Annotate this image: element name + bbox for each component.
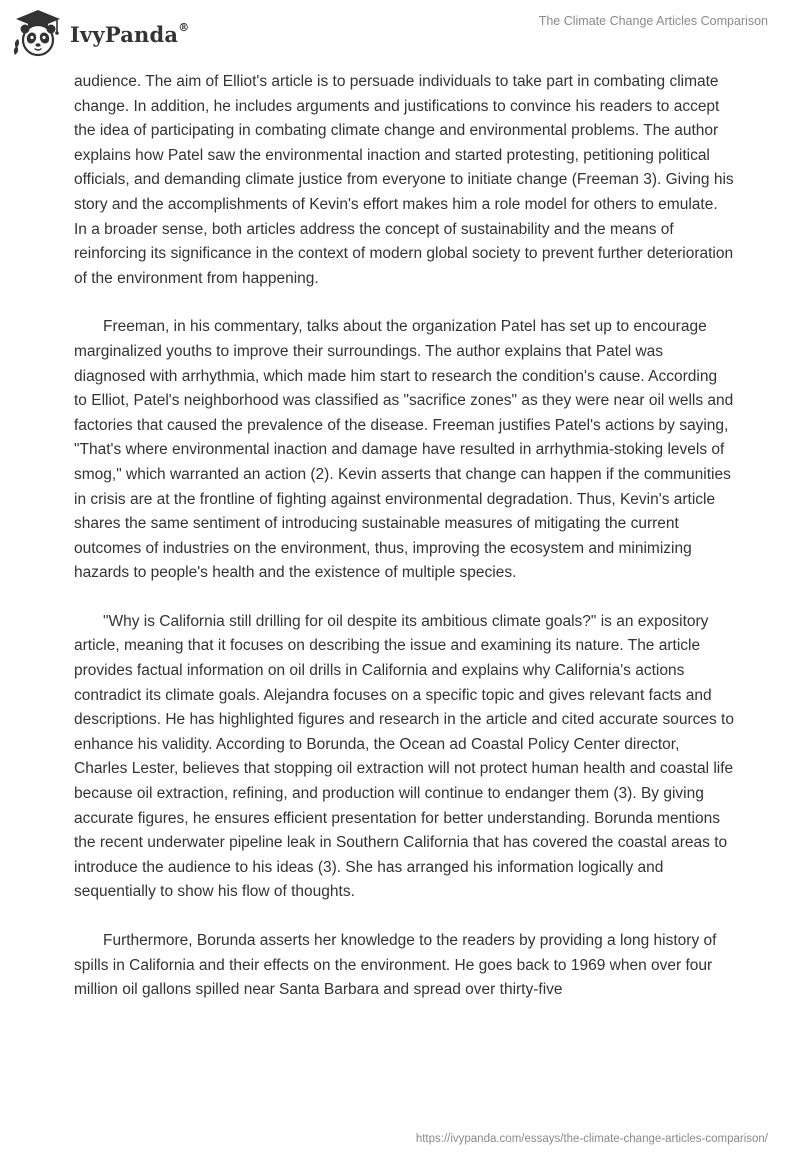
source-url[interactable]: https://ivypanda.com/essays/the-climate-change-articles-comparison/ (415, 1133, 768, 1145)
paragraph: Furthermore, Borunda asserts her knowledge to the readers by providing a long history of spills in California and their effects on the environment. He goes back to 1969 when over four million oil gallons spilled near Santa Barbara and spread over thirty-five (74, 932, 717, 999)
paragraph: "Why is California still drilling for oil despite its ambitious climate goals?" is an expository article, meaning that it focuses on describing the issue and examining its nature. The article provides factual information on oil drills in California and explains why California's actions contradict its climate goals. Alejandra focuses on a specific topic and gives relevant facts and descriptions. He has highlighted figures and research in the article and cited accurate sources to enhance his validity. According to Borunda, the Ocean ad Coastal Policy Center director, Charles Lester, believes that stopping oil extraction will not protect human health and coastal life because oil extraction, refining, and production will continue to endanger them (3). By giving accurate figures, he ensures efficient presentation for better understanding. Borunda mentions the recent underwater pipeline leak in Southern California that has covered the coastal areas to introduce the audience to his ideas (3). She has arranged his information logically and sequentially to show his flow of thoughts. (74, 612, 734, 901)
page-header (0, 0, 800, 70)
document-title: The Climate Change Articles Comparison (538, 14, 768, 28)
essay-body (74, 70, 734, 1027)
brand-name: IvyPanda® (70, 20, 190, 47)
paragraph: Freeman, in his commentary, talks about the organization Patel has set up to encourage marginalized youths to improve their surroundings. The author explains that Patel was diagnosed with arrhythmia, which made him start to research the condition's cause. According to Elliot, Patel's neighborhood was classified as "sacrifice zones" as they were near oil wells and factories that caused the prevalence of the disease. Freeman justifies Patel's actions by saying, "That's where environmental inaction and damage have resulted in arrhythmia-stoking levels of smog," which warranted an action (2). Kevin asserts that change can happen if the communities in crisis are at the frontline of fighting against environmental degradation. Thus, Kevin's article shares the same sentiment of introducing sustainable measures of mitigating the current outcomes of industries on the environment, thus, improving the ecosystem and minimizing hazards to people's health and the existence of multiple species. (74, 318, 734, 582)
panda-graduation-cap-icon (12, 8, 64, 58)
ivypanda-logo[interactable] (12, 8, 189, 58)
paragraph: audience. The aim of Elliot's article is to persuade individuals to take part in combating climate change. In addition, he includes arguments and justifications to convince his readers to accept the idea of participating in combating climate change and environmental problems. The author explains how Patel saw the environmental inaction and started protesting, petitioning political officials, and demanding climate justice from everyone to initiate change (Freeman 3). Giving his story and the accomplishments of Kevin's effort makes him a role model for others to emulate. In a broader sense, both articles address the concept of sustainability and the means of reinforcing its significance in the context of modern global society to prevent further deterioration of the environment from happening. (74, 73, 734, 287)
